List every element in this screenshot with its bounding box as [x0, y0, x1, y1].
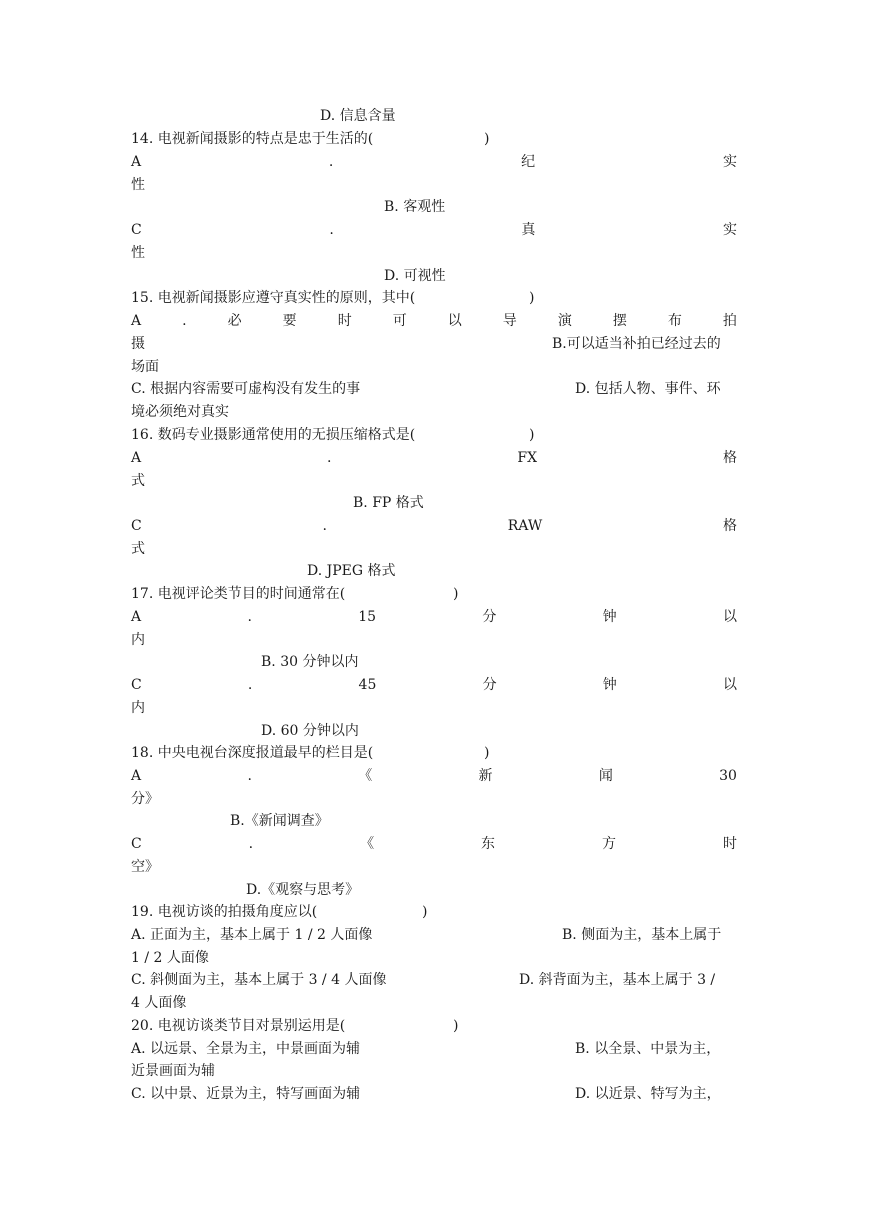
q18-c-part: 《 — [360, 836, 375, 852]
q14-c-part: 实 — [723, 222, 737, 238]
q14-option-b: B. 客观性 — [384, 199, 446, 215]
q18-option-b: B.《新闻调查》 — [230, 813, 329, 829]
q14-a-part: . — [328, 154, 334, 170]
q17-a-part: . — [247, 609, 252, 625]
q16-option-a — [131, 448, 737, 468]
q15-option-d-wrap: 境必须绝对真实 — [131, 404, 229, 420]
q14-answer-close: ) — [484, 131, 490, 147]
q15-a-part: 导 — [502, 313, 517, 329]
q20-stem: 20. 电视访谈类节目对景别运用是( — [131, 1018, 346, 1034]
q15-stem: 15. 电视新闻摄影应遵守真实性的原则，其中( — [131, 290, 416, 306]
q17-c-part: 45 — [358, 677, 377, 693]
q17-a-part: 分 — [482, 609, 497, 625]
q16-c-part: C — [131, 518, 142, 534]
q16-c-part: RAW — [507, 518, 543, 534]
q18-c-part: 东 — [481, 836, 496, 852]
q15-a-part: 拍 — [722, 313, 737, 329]
q18-option-a — [131, 766, 737, 786]
q20-option-b-wrap: 近景画面为辅 — [131, 1063, 215, 1079]
q14-c-part: C — [131, 222, 142, 238]
q17-a-part: A — [131, 609, 142, 625]
q15-a-part: 时 — [337, 313, 352, 329]
q17-stem: 17. 电视评论类节目的时间通常在( — [131, 586, 346, 602]
q17-c-part: 分 — [482, 677, 497, 693]
q15-option-a — [131, 311, 737, 331]
q15-option-d: D. 包括人物、事件、环 — [575, 381, 721, 397]
q17-option-c-wrap: 内 — [131, 700, 145, 716]
q15-a-part: 要 — [282, 313, 297, 329]
q17-a-part: 以 — [722, 609, 737, 625]
q14-c-part: 真 — [521, 222, 536, 238]
q15-a-part: . — [182, 313, 187, 329]
q15-a-part: 演 — [557, 313, 572, 329]
q16-a-part: A — [131, 450, 142, 466]
q18-c-part: 时 — [722, 836, 737, 852]
q19-option-a: A. 正面为主，基本上属于 1 / 2 人面像 — [131, 927, 373, 943]
q16-c-part: . — [322, 518, 327, 534]
q16-c-part: 格 — [723, 518, 737, 534]
q18-option-a-wrap: 分》 — [131, 791, 159, 807]
q17-c-part: . — [247, 677, 253, 693]
q15-a-part: 必 — [227, 313, 242, 329]
q14-a-part: 纪 — [521, 154, 536, 170]
q13-option-d: D. 信息含量 — [320, 108, 396, 124]
q15-option-b: B.可以适当补拍已经过去的 — [552, 336, 721, 352]
q17-a-part: 钟 — [602, 609, 617, 625]
q15-option-a-wrap: 摄 — [131, 336, 145, 352]
q16-option-c — [131, 516, 737, 536]
q16-a-part: FX — [517, 450, 538, 466]
q16-a-part: . — [327, 450, 332, 466]
q15-a-part: 摆 — [612, 313, 627, 329]
q18-option-c — [131, 834, 737, 854]
q14-option-a-wrap: 性 — [131, 177, 145, 193]
q19-answer-close: ) — [422, 904, 428, 920]
q20-option-a: A. 以远景、全景为主，中景画面为辅 — [131, 1041, 361, 1057]
q17-c-part: 以 — [722, 677, 737, 693]
q17-option-b: B. 30 分钟以内 — [261, 654, 359, 670]
q20-option-d: D. 以近景、特写为主， — [575, 1086, 721, 1102]
q16-stem: 16. 数码专业摄影通常使用的无损压缩格式是( — [131, 427, 416, 443]
q19-option-c: C. 斜侧面为主，基本上属于 3 / 4 人面像 — [131, 972, 387, 988]
q18-a-part: A — [131, 768, 142, 784]
q15-option-c: C. 根据内容需要可虚构没有发生的事 — [131, 381, 361, 397]
q14-a-part: A — [131, 154, 142, 170]
q18-answer-close: ) — [484, 745, 490, 761]
q16-a-part: 格 — [722, 450, 737, 466]
q20-option-b: B. 以全景、中景为主， — [575, 1041, 721, 1057]
q18-c-part: C — [131, 836, 142, 852]
q16-option-a-wrap: 式 — [131, 473, 145, 489]
q19-option-d: D. 斜背面为主，基本上属于 3 / — [519, 972, 716, 988]
q19-option-b-wrap: 1 / 2 人面像 — [131, 950, 209, 966]
q16-answer-close: ) — [529, 427, 535, 443]
q15-a-part: 布 — [667, 313, 682, 329]
q14-a-part: 实 — [722, 154, 737, 170]
q17-option-c — [131, 675, 737, 695]
q20-answer-close: ) — [453, 1018, 459, 1034]
q17-option-a — [131, 607, 737, 627]
q15-answer-close: ) — [529, 290, 535, 306]
q14-option-c-wrap: 性 — [131, 245, 145, 261]
q18-option-c-wrap: 空》 — [131, 859, 159, 875]
q18-c-part: . — [248, 836, 254, 852]
q15-a-part: A — [131, 313, 142, 329]
q14-option-d: D. 可视性 — [384, 268, 446, 284]
q19-option-b: B. 侧面为主，基本上属于 — [562, 927, 722, 943]
q17-a-part: 15 — [358, 609, 377, 625]
q14-option-c — [131, 220, 737, 240]
q17-option-d: D. 60 分钟以内 — [261, 723, 359, 739]
q14-option-a — [131, 152, 737, 172]
q17-option-a-wrap: 内 — [131, 632, 145, 648]
q17-answer-close: ) — [453, 586, 459, 602]
q20-option-c: C. 以中景、近景为主，特写画面为辅 — [131, 1086, 361, 1102]
q15-option-b-wrap: 场面 — [131, 359, 159, 375]
q18-a-part: 《 — [358, 768, 373, 784]
q14-stem: 14. 电视新闻摄影的特点是忠于生活的( — [131, 131, 374, 147]
q18-stem: 18. 中央电视台深度报道最早的栏目是( — [131, 745, 374, 761]
q18-a-part: . — [247, 768, 252, 784]
q15-a-part: 以 — [447, 313, 462, 329]
q18-a-part: 30 — [719, 768, 737, 784]
q18-option-d: D.《观察与思考》 — [246, 882, 360, 898]
q17-c-part: C — [131, 677, 142, 693]
q16-option-b: B. FP 格式 — [353, 495, 424, 511]
q16-option-c-wrap: 式 — [131, 541, 145, 557]
q19-stem: 19. 电视访谈的拍摄角度应以( — [131, 904, 318, 920]
q14-c-part: . — [329, 222, 334, 238]
q15-a-part: 可 — [392, 313, 407, 329]
q18-a-part: 闻 — [598, 768, 613, 784]
q19-option-d-wrap: 4 人面像 — [131, 995, 187, 1011]
q17-c-part: 钟 — [602, 677, 617, 693]
q18-c-part: 方 — [601, 836, 616, 852]
q16-option-d: D. JPEG 格式 — [307, 563, 396, 579]
q18-a-part: 新 — [478, 768, 493, 784]
